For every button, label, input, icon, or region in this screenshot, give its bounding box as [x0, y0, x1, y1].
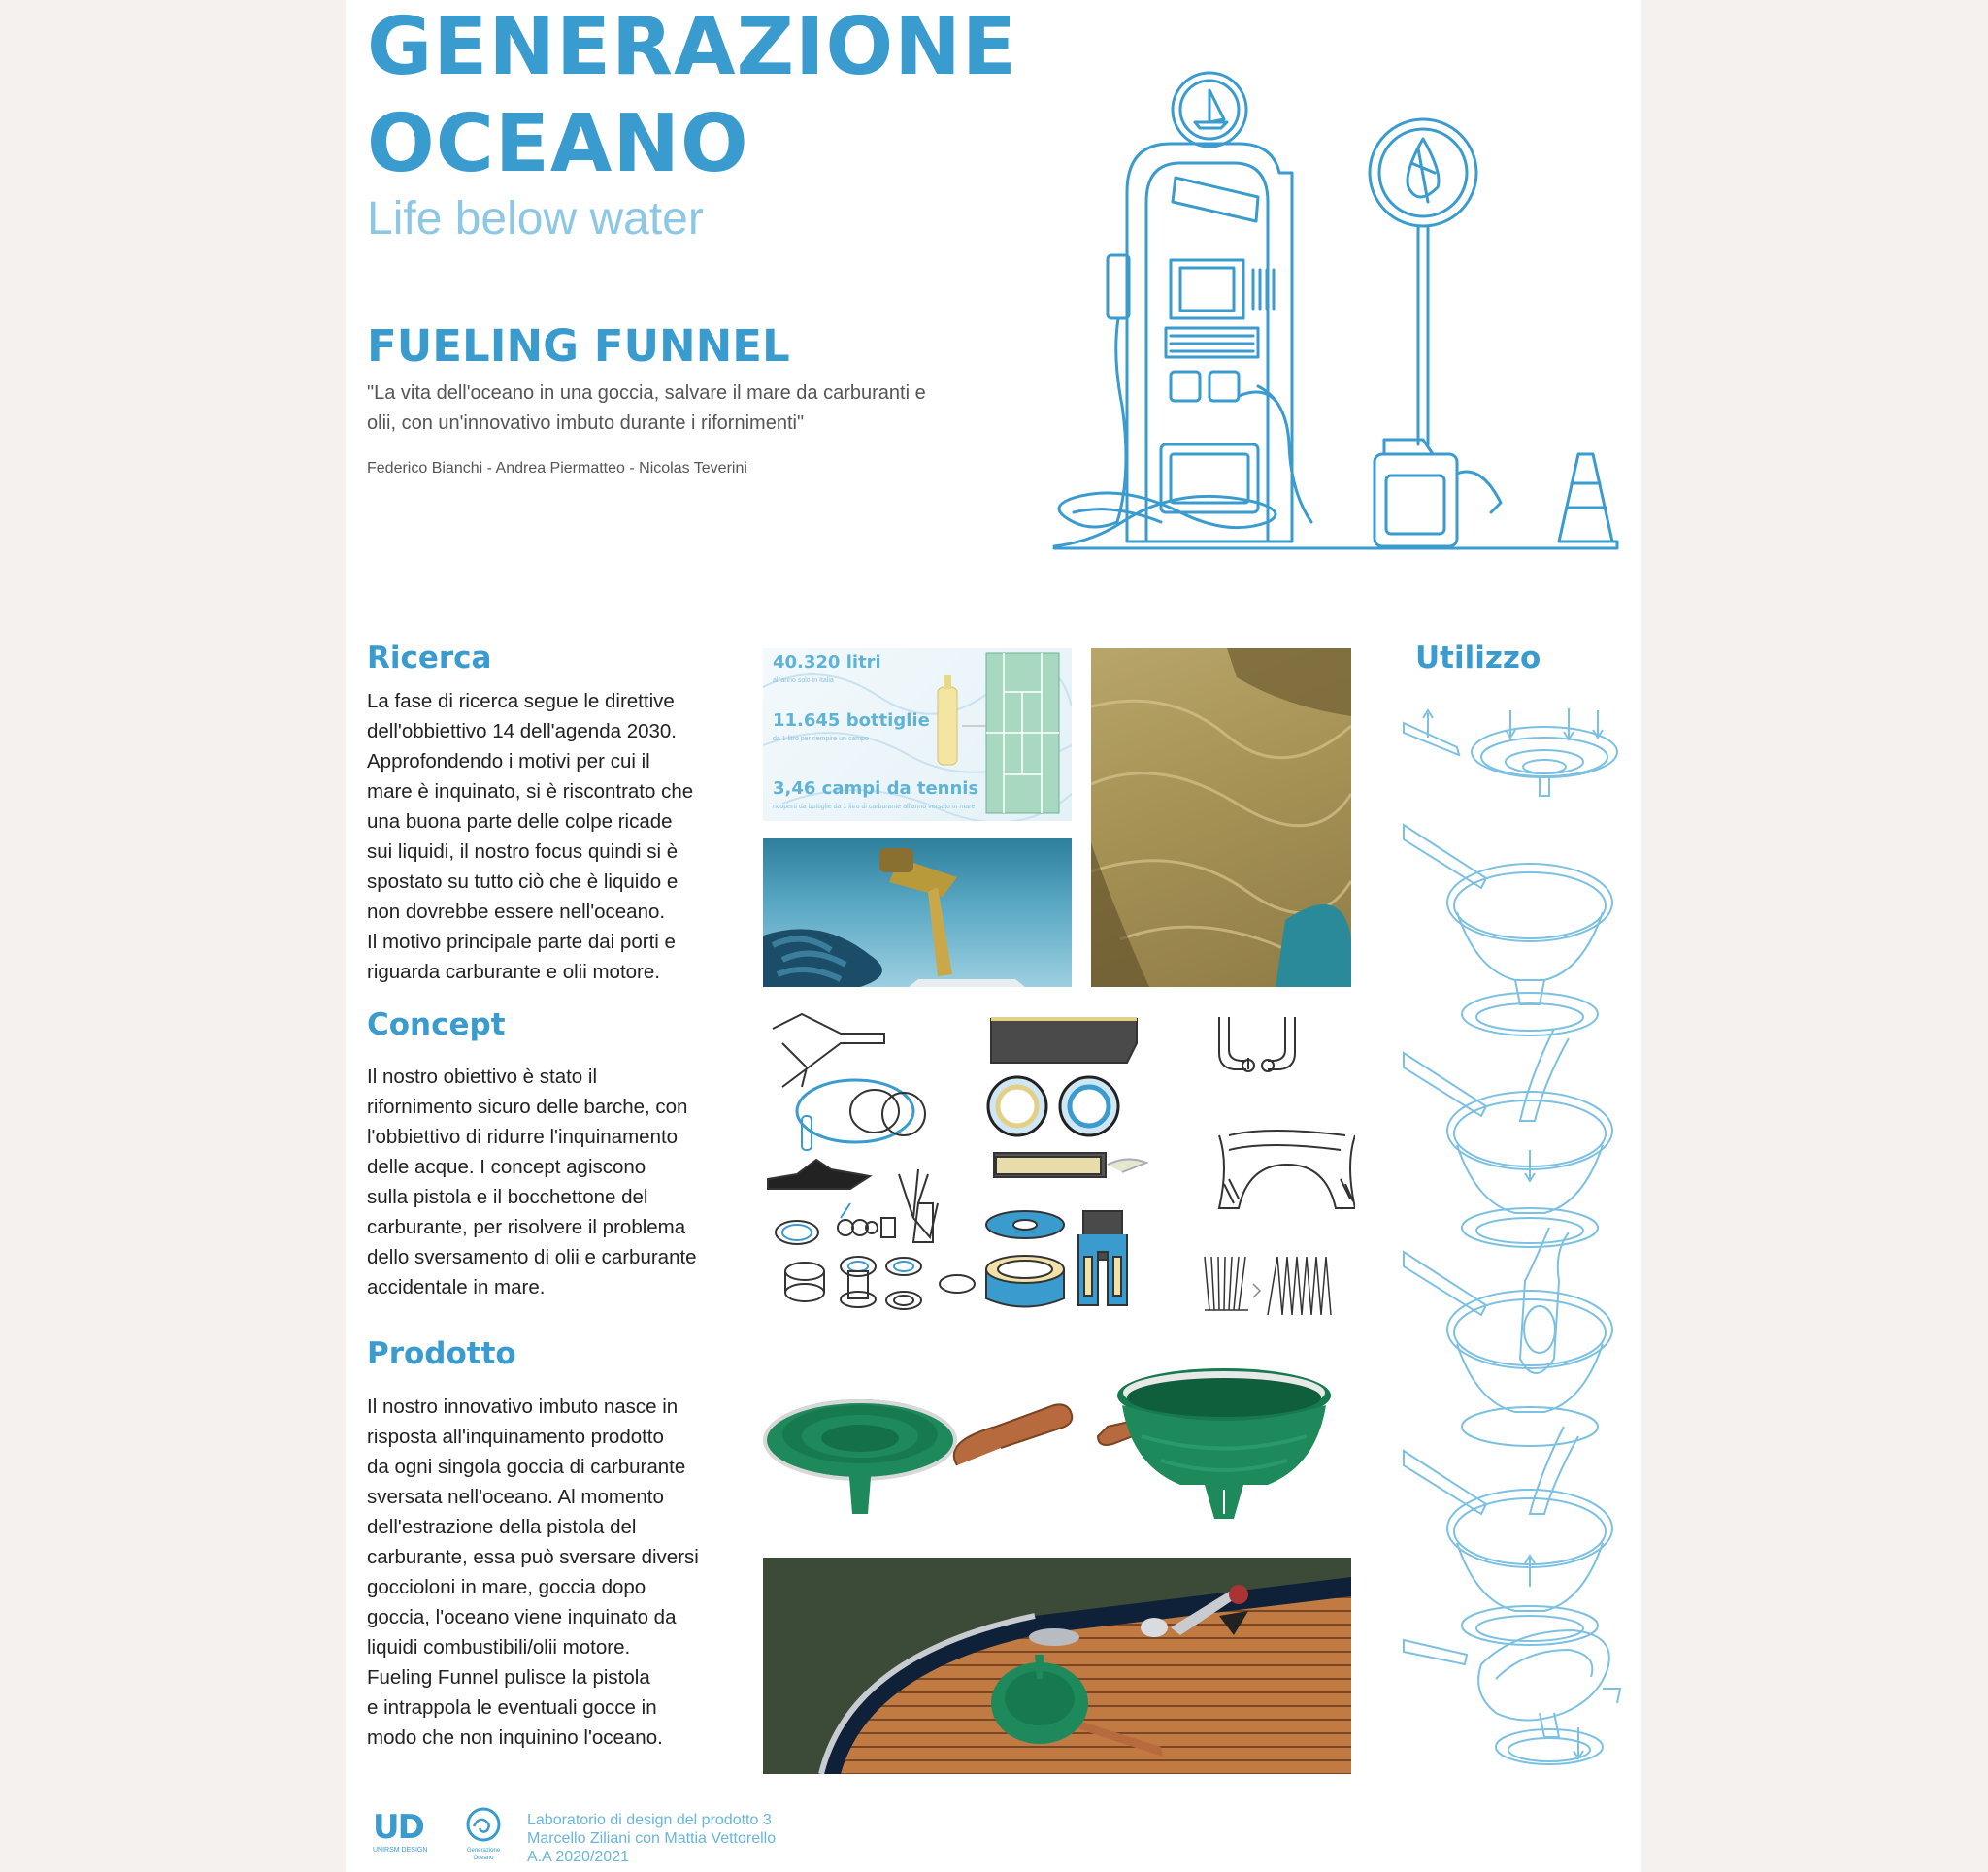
usage-step — [1404, 1427, 1612, 1645]
stat-caption: all'anno solo in Italia — [773, 677, 834, 684]
prodotto-line: dell'estrazione della pistola del — [367, 1516, 637, 1538]
usage-step — [1404, 1630, 1620, 1764]
photo-boat-deck-art — [763, 1558, 1351, 1774]
concept-sketches — [763, 1009, 1355, 1330]
prodotto-line: da ogni singola goccia di carburante — [367, 1456, 686, 1478]
quote-line-2: olii, con un'innovativo imbuto durante i rifornimenti" — [367, 412, 805, 434]
usage-step — [1404, 708, 1617, 796]
ricerca-line: una buona parte delle colpe ricade — [367, 810, 673, 833]
fuel-pump-illustration — [1035, 66, 1622, 556]
ricerca-line: non dovrebbe essere nell'oceano. — [367, 901, 666, 923]
prodotto-line: modo che non inquinino l'oceano. — [367, 1726, 663, 1749]
ricerca-line: Il motivo principale parte dai porti e — [367, 931, 676, 953]
prodotto-line: Il nostro innovativo imbuto nasce in — [367, 1396, 679, 1418]
poster — [346, 0, 1641, 1872]
footer-line: Marcello Ziliani con Mattia Vettorello — [527, 1830, 777, 1847]
utilizzo-heading: Utilizzo — [1415, 640, 1541, 675]
usage-step — [1404, 1228, 1612, 1446]
author-name: Andrea Piermatteo — [495, 460, 625, 476]
prodotto-line: carburante, essa può sversare diversi — [367, 1546, 699, 1568]
concept-line: l'obbiettivo di ridurre l'inquinamento — [367, 1126, 679, 1148]
photo-fuel-nozzle-art — [763, 838, 1072, 987]
footer-line: A.A 2020/2021 — [527, 1849, 629, 1865]
wave-logo-icon — [466, 1807, 501, 1842]
funnel-renders — [763, 1359, 1355, 1524]
stats-infographic — [763, 648, 1072, 821]
title-line-2: OCEANO — [367, 98, 749, 190]
concept-line: dello sversamento di olii e carburante — [367, 1246, 697, 1268]
ricerca-line: dell'obbiettivo 14 dell'agenda 2030. — [367, 720, 678, 742]
concept-line: accidentale in mare. — [367, 1276, 546, 1298]
prodotto-heading: Prodotto — [367, 1336, 516, 1371]
prodotto-line: goccioloni in mare, goccia dopo — [367, 1576, 646, 1598]
footer-credits — [527, 1811, 776, 1866]
footer-line: Laboratorio di design del prodotto 3 — [527, 1812, 772, 1828]
prodotto-line: sversata nell'oceano. Al momento — [367, 1486, 664, 1508]
prodotto-line: goccia, l'oceano viene inquinato da — [367, 1606, 677, 1628]
logo-go-caption-line: Generazione — [466, 1848, 501, 1854]
logo-ud-mark: UD — [373, 1808, 423, 1847]
concept-line: rifornimento sicuro delle barche, con — [367, 1096, 688, 1118]
product-title: FUELING FUNNEL — [367, 320, 790, 372]
ricerca-line: riguarda carburante e olii motore. — [367, 961, 660, 983]
quote-line-1: "La vita dell'oceano in una goccia, salvare il mare da carburanti e — [367, 382, 926, 404]
ricerca-line: La fase di ricerca segue le direttive — [367, 690, 675, 712]
usage-steps — [1399, 699, 1627, 1776]
stat-value: 3,46 campi da tennis — [773, 778, 979, 799]
stat-value: 11.645 bottiglie — [773, 710, 930, 731]
concept-line: carburante, per risolvere il problema — [367, 1216, 686, 1238]
concept-line: sulla pistola e il bocchettone del — [367, 1186, 648, 1208]
logo-go-caption-line: Oceano — [473, 1856, 494, 1861]
photo-oil-slick-art — [1091, 648, 1351, 987]
author-name: Nicolas Teverini — [639, 460, 747, 476]
logo-unirsm-design — [373, 1810, 435, 1854]
prodotto-line: liquidi combustibili/olii motore. — [367, 1636, 631, 1659]
logo-ud-caption: UNIRSM DESIGN — [373, 1847, 428, 1854]
photo-boat-deck — [763, 1558, 1351, 1774]
prodotto-line: risposta all'inquinamento prodotto — [367, 1426, 664, 1448]
author-separator: - — [629, 460, 635, 476]
subtitle: Life below water — [367, 193, 704, 245]
concept-heading: Concept — [367, 1007, 506, 1042]
prodotto-line: e intrappola le eventuali gocce in — [367, 1696, 657, 1719]
concept-body — [367, 1062, 736, 1302]
prodotto-body — [367, 1392, 736, 1753]
stat-caption: ricoperti da bottiglie da 1 litro di carburante all'anno versato in mare — [773, 804, 976, 810]
product-quote — [367, 378, 1027, 439]
logo-go-caption — [459, 1847, 508, 1862]
prodotto-line: Fueling Funnel pulisce la pistola — [367, 1666, 650, 1689]
author-name: Federico Bianchi — [367, 460, 483, 476]
ricerca-line: mare è inquinato, si è riscontrato che — [367, 780, 694, 803]
concept-line: Il nostro obiettivo è stato il — [367, 1066, 598, 1088]
usage-step — [1404, 1029, 1612, 1247]
photo-oil-slick — [1091, 648, 1351, 987]
author-separator: - — [486, 460, 492, 476]
stat-caption: da 1 litro per riempire un campo — [773, 736, 869, 742]
concept-line: delle acque. I concept agiscono — [367, 1156, 646, 1178]
ricerca-body — [367, 686, 736, 987]
ricerca-heading: Ricerca — [367, 640, 492, 675]
usage-step — [1404, 825, 1612, 1035]
ricerca-line: sui liquidi, il nostro focus quindi si è — [367, 840, 679, 863]
authors — [367, 460, 747, 477]
ricerca-line: Approfondendo i motivi per cui il — [367, 750, 650, 772]
stat-value: 40.320 litri — [773, 652, 881, 673]
logo-generazione-oceano — [459, 1807, 508, 1862]
title-line-1: GENERAZIONE — [367, 1, 1017, 93]
photo-fuel-nozzle — [763, 838, 1072, 987]
ricerca-line: spostato su tutto ciò che è liquido e — [367, 870, 679, 893]
